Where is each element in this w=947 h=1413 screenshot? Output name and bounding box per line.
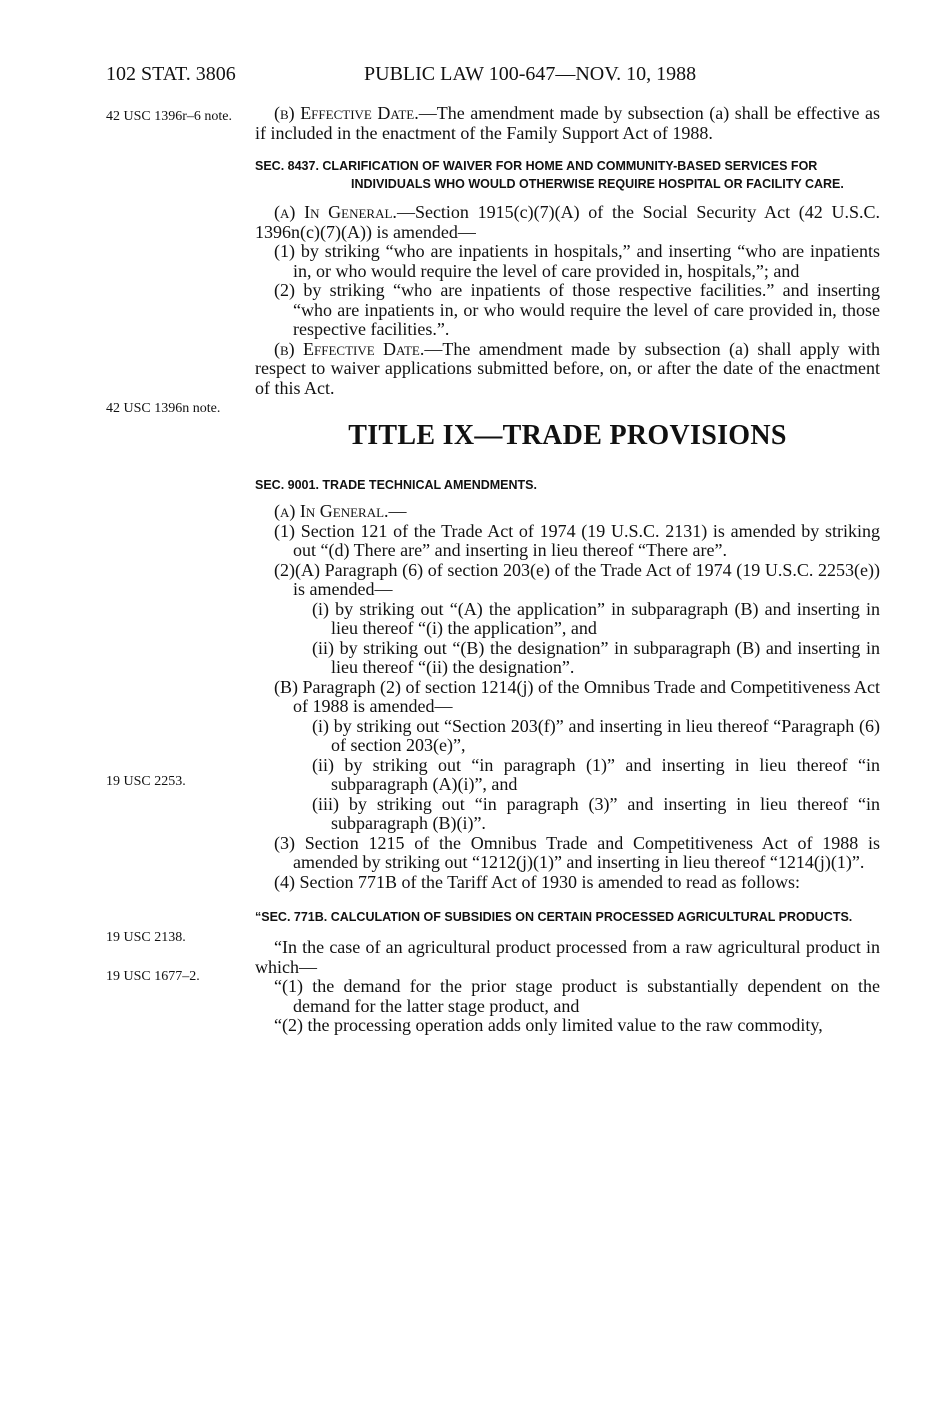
paragraph: (2)(A) Paragraph (6) of section 203(e) of the Trade Act of 1974 (19 U.S.C. 2253(e)) is amended—	[274, 559, 880, 599]
paragraph: (4) Section 771B of the Tariff Act of 1930 is amended to read as follows:	[274, 871, 800, 892]
section-heading: SEC. 8437. CLARIFICATION OF WAIVER FOR HOME AND COMMUNITY-BASED SERVICES FOR INDIVIDUALS WHO WOULD OTHERWISE REQUIRE HOSPITAL OR FACILITY CARE.	[255, 159, 844, 191]
paragraph: (3) Section 1215 of the Omnibus Trade and Competitiveness Act of 1988 is amended by striking out “1212(j)(1)” and inserting in lieu thereof “1214(j)(1)”.	[274, 832, 880, 872]
paragraph: “(1) the demand for the prior stage product is substantially dependent on the demand for the latter stage product, and	[274, 976, 880, 1016]
margin-note: 19 USC 2253.	[106, 774, 186, 789]
paragraph: “In the case of an agricultural product processed from a raw agricultural product in which—	[255, 937, 880, 977]
law-reference: PUBLIC LAW 100-647—NOV. 10, 1988	[364, 63, 697, 85]
paragraph: (iii) by striking out “in paragraph (3)” and inserting in lieu thereof “in subparagraph (B)(i)”.	[312, 793, 880, 833]
subsection-label: (b) Effective Date.	[274, 338, 425, 359]
paragraph: (ii) by striking out “in paragraph (1)” and inserting in lieu thereof “in subparagraph (A)(i)”, and	[312, 754, 880, 794]
paragraph-text: —The amendment made by subsection (a) shall be effective as if included in the enactment of the Family Support Act of 1988.	[255, 103, 880, 143]
paragraph: (ii) by striking out “(B) the designation” in subparagraph (B) and inserting in lieu thereof “(ii) the designation”.	[312, 637, 880, 677]
margin-note: 42 USC 1396n note.	[106, 401, 221, 416]
paragraph-text: —	[388, 501, 407, 521]
paragraph: (1) by striking “who are inpatients in hospitals,” and inserting “who are inpatients in, or who would require the level of care provided in, hospitals,”; and	[274, 241, 880, 281]
section-heading: “SEC. 771B. CALCULATION OF SUBSIDIES ON CERTAIN PROCESSED AGRICULTURAL PRODUCTS.	[255, 910, 853, 924]
paragraph: (i) by striking out “(A) the application” in subparagraph (B) and inserting in lieu thereof “(i) the application”, and	[312, 598, 880, 638]
section-heading: SEC. 9001. TRADE TECHNICAL AMENDMENTS.	[255, 478, 537, 492]
title-heading: TITLE IX—TRADE PROVISIONS	[348, 420, 787, 451]
subsection-label: (a) In General.	[274, 202, 397, 222]
paragraph	[255, 340, 880, 399]
paragraph: “(2) the processing operation adds only limited value to the raw commodity,	[274, 1015, 823, 1035]
subsection-label: (a) In General.	[274, 501, 389, 521]
paragraph	[255, 203, 880, 242]
page-reference: 102 STAT. 3806	[106, 63, 236, 85]
paragraph: (i) by striking out “Section 203(f)” and inserting in lieu thereof “Paragraph (6) of section 203(e)”,	[312, 715, 880, 755]
paragraph: (1) Section 121 of the Trade Act of 1974 (19 U.S.C. 2131) is amended by striking out “(d) There are” and inserting in lieu thereof “There are”.	[274, 520, 880, 560]
margin-note: 42 USC 1396r–6 note.	[106, 109, 232, 124]
paragraph: (2) by striking “who are inpatients of those respective facilities.” and inserting “who are inpatients in, or who would require the level of care provided in, those respective facilities.”.	[274, 280, 880, 339]
paragraph	[255, 502, 880, 522]
paragraph-text: —The amendment made by subsection (a) shall apply with respect to waiver applications submitted before, on, or after the date of the enactment of this Act.	[255, 338, 881, 398]
margin-note: 19 USC 1677–2.	[106, 969, 200, 984]
subsection-label: (b) Effective Date.	[274, 103, 419, 123]
main-text	[255, 104, 880, 1036]
paragraph-text: —Section 1915(c)(7)(A) of the Social Security Act (42 U.S.C. 1396n(c)(7)(A)) is amended—	[255, 202, 880, 242]
paragraph	[255, 104, 880, 143]
margin-note: 19 USC 2138.	[106, 930, 186, 945]
paragraph: (B) Paragraph (2) of section 1214(j) of the Omnibus Trade and Competitiveness Act of 1988 is amended—	[274, 676, 880, 716]
